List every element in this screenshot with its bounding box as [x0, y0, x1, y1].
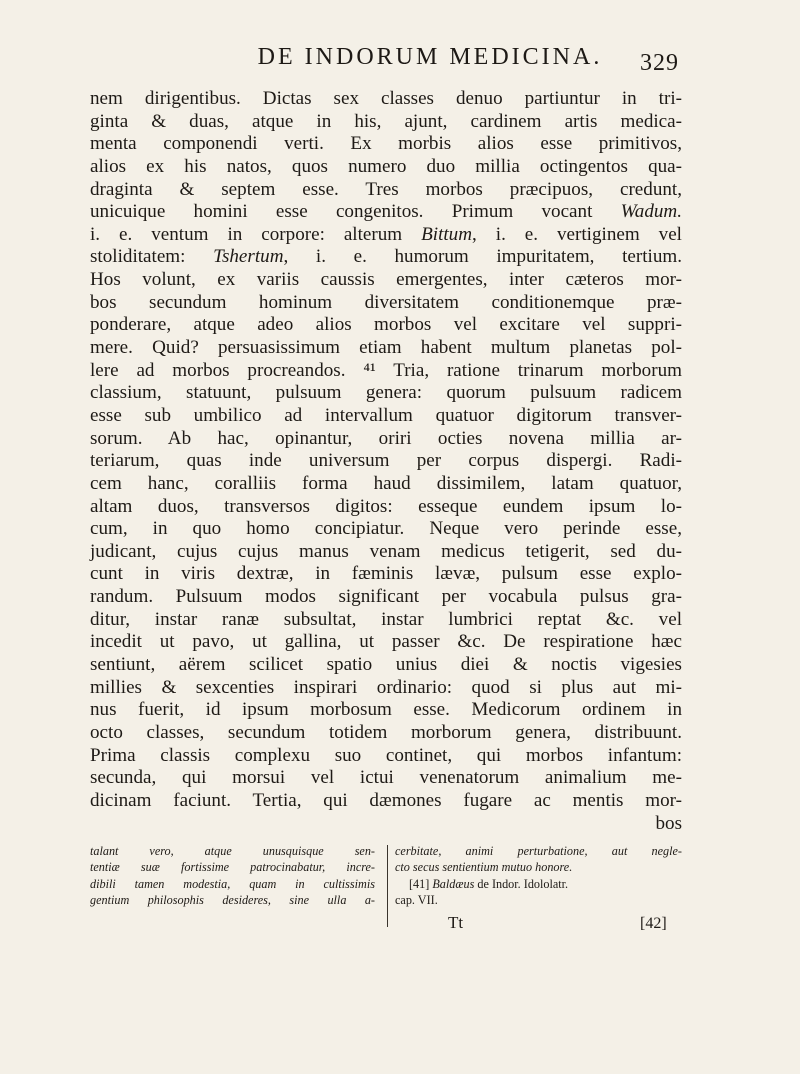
signature-mark: Tt: [448, 913, 464, 932]
footnote-line: cto secus sentientium mutuo honore.: [395, 860, 573, 875]
footnote-line: dibili tamen modestia, quam in cultissimis: [90, 876, 375, 891]
text-line: alios ex his natos, quos numero duo millia octingentos qua-: [90, 155, 682, 177]
text-line: bos: [655, 812, 682, 834]
text-line: octo classes, secundum totidem morborum genera, distribuunt.: [90, 721, 682, 743]
catchword: [42]: [640, 915, 667, 932]
footnotes: [90, 843, 682, 933]
text-line: lere ad morbos procreandos. ⁴¹ Tria, ratione trinarum morborum: [90, 359, 682, 381]
text-line: classium, statuunt, pulsuum genera: quorum pulsuum radicem: [90, 382, 682, 404]
text-line: bos secundum hominum diversitatem conditionemque præ-: [90, 291, 682, 313]
text-line: cem hanc, coralliis forma haud dissimilem, latam quatuor,: [90, 472, 682, 494]
citation-author: Baldæus: [432, 876, 475, 891]
footnote-right-column: [395, 843, 682, 909]
text-line: Hos volunt, ex variis caussis emergentes, inter cæteros mor-: [90, 269, 682, 291]
footnote-left-column: [90, 843, 375, 909]
text-line: nus fuerit, id ipsum morbosum esse. Medicorum ordinem in: [90, 699, 682, 721]
text-line: ponderare, atque adeo alios morbos vel excitare vel suppri-: [90, 314, 682, 336]
citation-text: de Indor. Idololatr.: [477, 876, 569, 891]
text-line: ditur, instar ranæ subsultat, instar lumbrici reptat &c. vel: [90, 608, 682, 630]
running-title: DE INDORUM MEDICINA.: [257, 44, 603, 70]
text-line: nem dirigentibus. Dictas sex classes denuo partiuntur in tri-: [90, 88, 682, 109]
text-line: incedit ut pavo, ut gallina, ut passer &c. De respiratione hæc: [90, 631, 682, 653]
text-line: draginta & septem esse. Tres morbos præcipuos, credunt,: [90, 178, 682, 200]
text-line: sentiunt, aërem scilicet spatio unius diei & noctis vigesies: [90, 654, 682, 676]
footnote-column-divider: [387, 845, 388, 927]
text-line: judicant, cujus cujus manus venam medicus tetigerit, sed du-: [90, 540, 682, 562]
text-line: cunt in viris dextræ, in fæminis lævæ, pulsum esse explo-: [90, 563, 682, 585]
footnote-line: tentiæ suæ fortissime patrocinabatur, incre-: [90, 860, 375, 875]
text-line: secunda, qui morsui vel ictui venenatorum animalium me-: [90, 767, 682, 789]
footnote-line: talant vero, atque unusquisque sen-: [90, 844, 375, 858]
text-line: dicinam faciunt. Tertia, qui dæmones fugare ac mentis mor-: [90, 789, 682, 811]
text-line: esse sub umbilico ad intervallum quatuor digitorum transver-: [90, 404, 682, 426]
text-line: mere. Quid? persuasissimum etiam habent multum planetas pol-: [90, 337, 682, 359]
footnote-citation-cont: cap. VII.: [395, 893, 438, 908]
text-line: millies & sexcenties inspirari ordinario: quod si plus aut mi-: [90, 676, 682, 698]
text-line: Prima classis complexu suo continet, qui morbos infantum:: [90, 744, 682, 766]
text-line: menta componendi verti. Ex morbis alios esse primitivos,: [90, 133, 682, 155]
text-line: stoliditatem: Tshertum, i. e. humorum impuritatem, tertium.: [90, 246, 683, 268]
text-line: unicuique homini esse congenitos. Primum vocant Wadum.: [90, 201, 682, 223]
text-line: altam duos, transversos digitos: esseque eundem ipsum lo-: [90, 495, 682, 517]
footnote-marker: [41]: [409, 876, 430, 891]
footnote-citation: [395, 876, 682, 892]
text-line: ginta & duas, atque in his, ajunt, cardinem artis medica-: [90, 110, 682, 132]
text-line: cum, in quo homo concipiatur. Neque vero perinde esse,: [90, 518, 682, 540]
text-line: teriarum, quas inde universum per corpus dispergi. Radi-: [90, 450, 682, 472]
text-line: sorum. Ab hac, opinantur, oriri octies novena millia ar-: [90, 427, 682, 449]
footnote-line: gentium philosophis desideres, sine ulla a-: [90, 893, 375, 908]
text-line: i. e. ventum in corpore: alterum Bittum, i. e. vertiginem vel: [90, 223, 682, 245]
page-number: 329: [640, 50, 679, 76]
footnote-line: cerbitate, animi perturbatione, aut negle-: [395, 844, 682, 858]
main-text-block: [90, 88, 682, 835]
text-line: randum. Pulsuum modos significant per vocabula pulsus gra-: [90, 586, 682, 608]
